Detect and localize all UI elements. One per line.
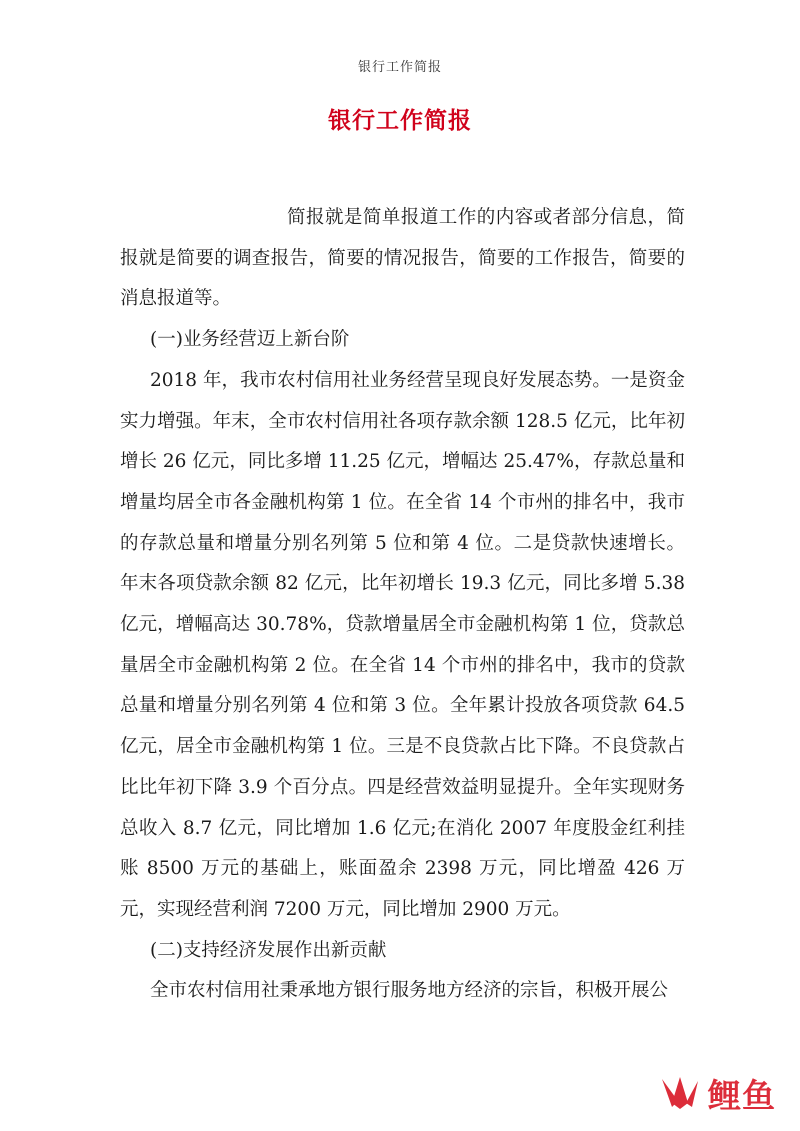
- watermark: [658, 1071, 776, 1115]
- section-heading-1: (一)业务经营迈上新台阶: [150, 329, 350, 351]
- watermark-text: 鲤鱼: [708, 1075, 776, 1115]
- section-1-paragraph: 2018 年，我市农村信用社业务经营呈现良好发展态势。一是资金实力增强。年末，全市农村信用社各项存款余额 128.5 亿元，比年初增长 26 亿元，同比多增 11.25 亿元，增幅达 25.47%，存款总量和增量均居全市各金融机构第 1 位。在全省 14 个市州的排名中，我市的存款总量和增量分别名列第 5 位和第 4 位。二是贷款快速增长。年末各项贷款余额 82 亿元，比年初增长 19.3 亿元，同比多增 5.38 亿元，增幅高达 30.78%，贷款增量居全市金融机构第 1 位，贷款总量居全市金融机构第 2 位。在全省 14 个市州的排名中，我市的贷款总量和增量分别名列第 4 位和第 3 位。全年累计投放各项贷款 64.5 亿元，居全市金融机构第 1 位。三是不良贷款占比下降。不良贷款占比比年初下降 3.9 个百分点。四是经营效益明显提升。全年实现财务总收入 8.7 亿元，同比增加 1.6 亿元;在消化 2007 年度股金红利挂账 8500 万元的基础上，账面盈余 2398 万元，同比增盈 426 万元，实现经营利润 7200 万元，同比增加 2900 万元。: [120, 369, 685, 920]
- document-body: [120, 198, 685, 1012]
- section-heading-2: (二)支持经济发展作出新贡献: [150, 939, 387, 961]
- fish-logo-icon: [658, 1073, 702, 1113]
- intro-paragraph: 简报就是简单报道工作的内容或者部分信息，简报就是简要的调查报告，简要的情况报告，简要的工作报告，简要的消息报道等。: [120, 207, 685, 310]
- section-2-paragraph: 全市农村信用社秉承地方银行服务地方经济的宗旨，积极开展公: [150, 980, 669, 1002]
- running-header: 银行工作简报: [357, 60, 442, 75]
- document-title: 银行工作简报: [328, 107, 472, 134]
